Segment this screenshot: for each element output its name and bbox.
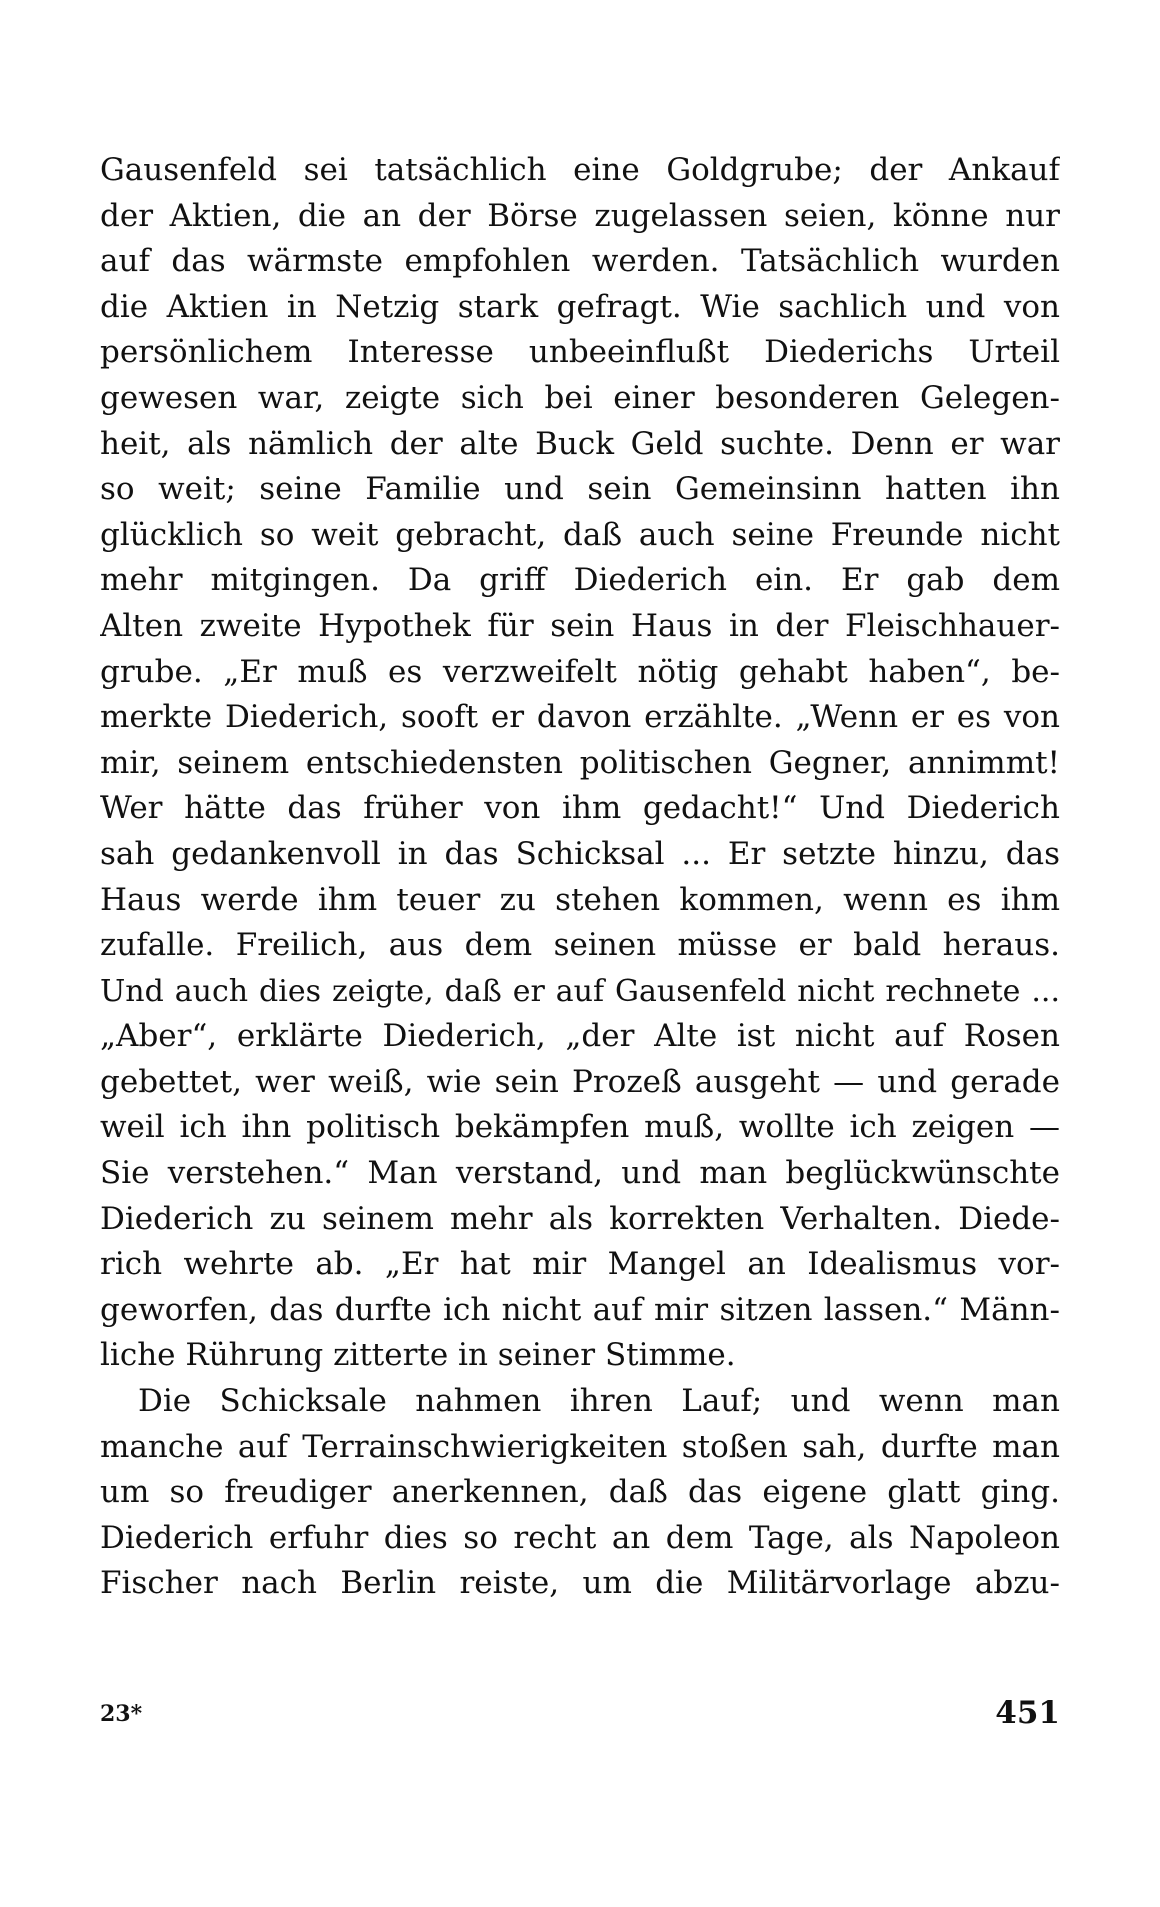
text-line: der Aktien, die an der Börse zugelassen seien, könne nur bbox=[100, 197, 1060, 234]
text-line: so weit; seine Familie und sein Gemeinsinn hatten ihn bbox=[100, 471, 1060, 508]
paragraph-start-line: Die Schicksale nahmen ihren Lauf; und wenn man bbox=[138, 1383, 1060, 1420]
text-line: grube. „Er muß es verzweifelt nötig gehabt haben“, be- bbox=[100, 653, 1060, 690]
text-line: Haus werde ihm teuer zu stehen kommen, wenn es ihm bbox=[100, 881, 1060, 918]
text-line: liche Rührung zitterte in seiner Stimme. bbox=[100, 1337, 736, 1374]
body-text bbox=[100, 148, 1060, 1607]
text-line: Sie verstehen.“ Man verstand, und man beglückwünschte bbox=[100, 1155, 1060, 1192]
page-footer bbox=[100, 1695, 1060, 1735]
text-line: gebettet, wer weiß, wie sein Prozeß ausgeht — und gerade bbox=[100, 1063, 1060, 1100]
text-line: Gausenfeld sei tatsächlich eine Goldgrube; der Ankauf bbox=[100, 152, 1060, 188]
signature-mark: 23* bbox=[100, 1701, 143, 1727]
text-line: rich wehrte ab. „Er hat mir Mangel an Idealismus vor- bbox=[100, 1246, 1060, 1283]
text-line: mehr mitgingen. Da griff Diederich ein. Er gab dem bbox=[100, 562, 1060, 599]
text-line: Wer hätte das früher von ihm gedacht!“ Und Diederich bbox=[100, 790, 1060, 827]
text-line: weil ich ihn politisch bekämpfen muß, wollte ich zeigen — bbox=[100, 1109, 1060, 1146]
text-line: gewesen war, zeigte sich bei einer besonderen Gelegen- bbox=[100, 379, 1060, 416]
text-line: glücklich so weit gebracht, daß auch seine Freunde nicht bbox=[100, 516, 1060, 553]
text-line: persönlichem Interesse unbeeinflußt Diederichs Urteil bbox=[100, 334, 1060, 371]
text-line: manche auf Terrainschwierigkeiten stoßen sah, durfte man bbox=[100, 1428, 1060, 1465]
text-line: merkte Diederich, sooft er davon erzählte. „Wenn er es von bbox=[100, 699, 1060, 736]
page-number: 451 bbox=[995, 1695, 1060, 1731]
text-line: auf das wärmste empfohlen werden. Tatsächlich wurden bbox=[100, 243, 1060, 280]
text-line: die Aktien in Netzig stark gefragt. Wie sachlich und von bbox=[100, 288, 1060, 325]
text-line: Alten zweite Hypothek für sein Haus in der Fleischhauer- bbox=[100, 607, 1060, 644]
text-line: Diederich erfuhr dies so recht an dem Tage, als Napoleon bbox=[100, 1519, 1060, 1556]
text-line: Diederich zu seinem mehr als korrekten Verhalten. Diede- bbox=[100, 1200, 1060, 1237]
text-line: mir, seinem entschiedensten politischen Gegner, annimmt! bbox=[100, 744, 1060, 781]
text-line: um so freudiger anerkennen, daß das eigene glatt ging. bbox=[100, 1474, 1060, 1511]
text-line: „Aber“, erklärte Diederich, „der Alte ist nicht auf Rosen bbox=[100, 1018, 1060, 1055]
text-line: geworfen, das durfte ich nicht auf mir sitzen lassen.“ Männ- bbox=[100, 1291, 1060, 1328]
text-line: zufalle. Freilich, aus dem seinen müsse er bald heraus. bbox=[100, 927, 1060, 964]
text-line: heit, als nämlich der alte Buck Geld suchte. Denn er war bbox=[100, 425, 1060, 462]
text-line: sah gedankenvoll in das Schicksal ... Er setzte hinzu, das bbox=[100, 835, 1060, 872]
text-line: Und auch dies zeigte, daß er auf Gausenfeld nicht rechnete ... bbox=[100, 973, 1060, 1009]
text-line: Fischer nach Berlin reiste, um die Militärvorlage abzu- bbox=[100, 1565, 1060, 1602]
